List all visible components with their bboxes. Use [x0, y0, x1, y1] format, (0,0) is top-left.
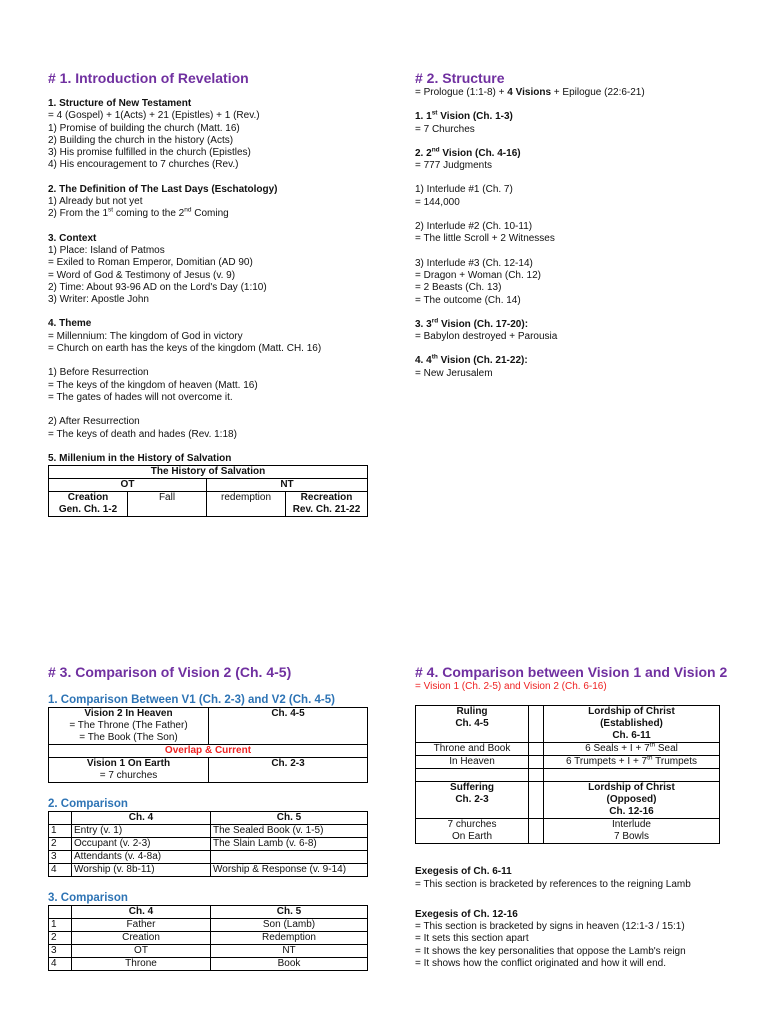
- text-line: 3) His promise fulfilled in the church (Epistles): [48, 147, 251, 159]
- structure-intro: = Prologue (1:1-8) + 4 Visions + Epilogue (22:6-21): [415, 87, 645, 98]
- table-row: 4 Worship (v. 8b-11) Worship & Response (v. 9-14): [49, 864, 368, 877]
- context-heading: 3. Context: [48, 232, 97, 244]
- ch4-ch5-themes-table: [48, 905, 368, 971]
- nt-header: NT: [207, 479, 368, 492]
- nt-structure-lines: [48, 110, 378, 171]
- ch4-ch5-comparison-table: [48, 811, 368, 877]
- vision-1-heading: 1. 1st Vision (Ch. 1-3): [415, 109, 513, 123]
- text-line: = 144,000: [415, 196, 460, 208]
- text-line: 2) From the 1st coming to the 2nd Coming: [48, 207, 229, 220]
- recreation-cell: Recreation Rev. Ch. 21-22: [286, 492, 368, 517]
- col-header: Ch. 5: [211, 906, 368, 919]
- text-line: 1) Promise of building the church (Matt. 16): [48, 122, 240, 134]
- exegesis-6-11-heading: Exegesis of Ch. 6-11: [415, 866, 512, 878]
- text-line: = Word of God & Testimony of Jesus (v. 9): [48, 269, 236, 281]
- text-line: 1) Already but not yet: [48, 196, 143, 208]
- comparison-1-heading: 1. Comparison Between V1 (Ch. 2-3) and V2 (Ch. 4-5): [48, 694, 335, 706]
- text-line: = It shows the key personalities that oppose the Lamb's reign: [415, 945, 686, 957]
- table-header: The History of Salvation: [49, 466, 368, 479]
- nt-structure-heading: 1. Structure of New Testament: [48, 98, 192, 109]
- comparison-3-heading: 3. Comparison: [48, 892, 128, 904]
- section-3-title: # 3. Comparison of Vision 2 (Ch. 4-5): [48, 664, 292, 680]
- vision-4-heading: 4. 4th Vision (Ch. 21-22):: [415, 354, 528, 367]
- millenium-heading: 5. Millenium in the History of Salvation: [48, 452, 232, 464]
- text-line: = The keys of the kingdom of heaven (Matt. 16): [48, 379, 258, 391]
- trumpets-cell: 6 Trumpets + I + 7th Trumpets: [544, 756, 720, 769]
- text-line: 1) Before Resurrection: [48, 367, 149, 379]
- col-header: Ch. 4: [72, 812, 211, 825]
- table-row: 2 Creation Redemption: [49, 932, 368, 945]
- section-4-subtitle: = Vision 1 (Ch. 2-5) and Vision 2 (Ch. 6-16): [415, 681, 607, 692]
- redemption-cell: redemption: [207, 492, 286, 517]
- vision-1-cell: Vision 1 On Earth = 7 churches: [49, 758, 209, 783]
- section-structure: [415, 70, 735, 380]
- history-of-salvation-table: [48, 465, 368, 517]
- table-row: 1 Father Son (Lamb): [49, 919, 368, 932]
- throne-book-cell: Throne and Book: [416, 743, 529, 756]
- text-line: = Babylon destroyed + Parousia: [415, 331, 558, 343]
- text-line: 3) Interlude #3 (Ch. 12-14): [415, 257, 533, 269]
- vision-2-chapters: Ch. 4-5: [209, 708, 368, 745]
- text-line: 2) Interlude #2 (Ch. 10-11): [415, 221, 533, 233]
- text-line: = 7 Churches: [415, 123, 475, 135]
- section-comparison-vision-2: [48, 664, 368, 971]
- vision-2-cell: Vision 2 In Heaven = The Throne (The Father) = The Book (The Son): [49, 708, 209, 745]
- table-row: 3 Attendants (v. 4-8a): [49, 851, 368, 864]
- text-line: = 2 Beasts (Ch. 13): [415, 282, 502, 294]
- in-heaven-cell: In Heaven: [416, 756, 529, 769]
- comparison-2-heading: 2. Comparison: [48, 798, 128, 810]
- text-line: = New Jerusalem: [415, 367, 493, 379]
- text-line: = Dragon + Woman (Ch. 12): [415, 269, 541, 281]
- col-header: Ch. 5: [211, 812, 368, 825]
- text-line: = Church on earth has the keys of the kingdom (Matt. CH. 16): [48, 343, 322, 355]
- table-row: 3 OT NT: [49, 945, 368, 958]
- section-2-title: # 2. Structure: [415, 70, 505, 86]
- section-introduction: [48, 70, 378, 517]
- text-line: = 777 Judgments: [415, 160, 492, 172]
- section-1-title: # 1. Introduction of Revelation: [48, 70, 249, 86]
- overlap-label: Overlap & Current: [49, 745, 368, 758]
- table-row: 2 Occupant (v. 2-3) The Slain Lamb (v. 6-8): [49, 838, 368, 851]
- vision-2-heading: 2. 2nd Vision (Ch. 4-16): [415, 146, 521, 159]
- exegesis-12-16-heading: Exegesis of Ch. 12-16: [415, 908, 518, 920]
- lordship-established-cell: Lordship of Christ (Established) Ch. 6-11: [544, 706, 720, 743]
- text-line: = 4 (Gospel) + 1(Acts) + 21 (Epistles) + 1 (Rev.): [48, 110, 260, 122]
- theme-heading: 4. Theme: [48, 318, 92, 330]
- vision-1-chapters: Ch. 2-3: [209, 758, 368, 783]
- last-days-heading: 2. The Definition of The Last Days (Eschatology): [48, 183, 278, 195]
- text-line: = Millennium: The kingdom of God in victory: [48, 330, 243, 342]
- interlude-cell: Interlude 7 Bowls: [544, 819, 720, 844]
- table-row: 1 Entry (v. 1) The Sealed Book (v. 1-5): [49, 825, 368, 838]
- v1-v2-comparison-table: [48, 707, 368, 783]
- text-line: 1) Interlude #1 (Ch. 7): [415, 184, 513, 196]
- text-line: = This section is bracketed by references to the reigning Lamb: [415, 878, 691, 890]
- text-line: 3) Writer: Apostle John: [48, 294, 149, 306]
- text-line: = The keys of death and hades (Rev. 1:18): [48, 428, 237, 440]
- text-line: 4) His encouragement to 7 churches (Rev.): [48, 159, 239, 171]
- fall-cell: Fall: [128, 492, 207, 517]
- vision-3-heading: 3. 3rd Vision (Ch. 17-20):: [415, 317, 529, 330]
- table-row: 4 Throne Book: [49, 958, 368, 971]
- text-line: 1) Place: Island of Patmos: [48, 244, 165, 256]
- text-line: = The outcome (Ch. 14): [415, 294, 521, 306]
- text-line: 2) Time: About 93-96 AD on the Lord's Day (1:10): [48, 281, 267, 293]
- text-line: = It shows how the conflict originated and how it will end.: [415, 958, 666, 970]
- seals-cell: 6 Seals + I + 7th Seal: [544, 743, 720, 756]
- text-line: = The little Scroll + 2 Witnesses: [415, 233, 555, 245]
- lordship-opposed-cell: Lordship of Christ (Opposed) Ch. 12-16: [544, 782, 720, 819]
- col-header: Ch. 4: [72, 906, 211, 919]
- text-line: = It sets this section apart: [415, 933, 529, 945]
- ruling-cell: Ruling Ch. 4-5: [416, 706, 529, 743]
- section-comparison-v1-v2: [415, 664, 735, 970]
- text-line: = This section is bracketed by signs in heaven (12:1-3 / 15:1): [415, 921, 685, 933]
- suffering-cell: Suffering Ch. 2-3: [416, 782, 529, 819]
- churches-cell: 7 churches On Earth: [416, 819, 529, 844]
- vision-comparison-table: [415, 705, 720, 844]
- text-line: 2) After Resurrection: [48, 416, 140, 428]
- text-line: = The gates of hades will not overcome it.: [48, 391, 233, 403]
- section-4-title: # 4. Comparison between Vision 1 and Vision 2: [415, 664, 728, 680]
- ot-header: OT: [49, 479, 207, 492]
- creation-cell: Creation Gen. Ch. 1-2: [49, 492, 128, 517]
- text-line: = Exiled to Roman Emperor, Domitian (AD 90): [48, 257, 253, 269]
- text-line: 2) Building the church in the history (Acts): [48, 134, 234, 146]
